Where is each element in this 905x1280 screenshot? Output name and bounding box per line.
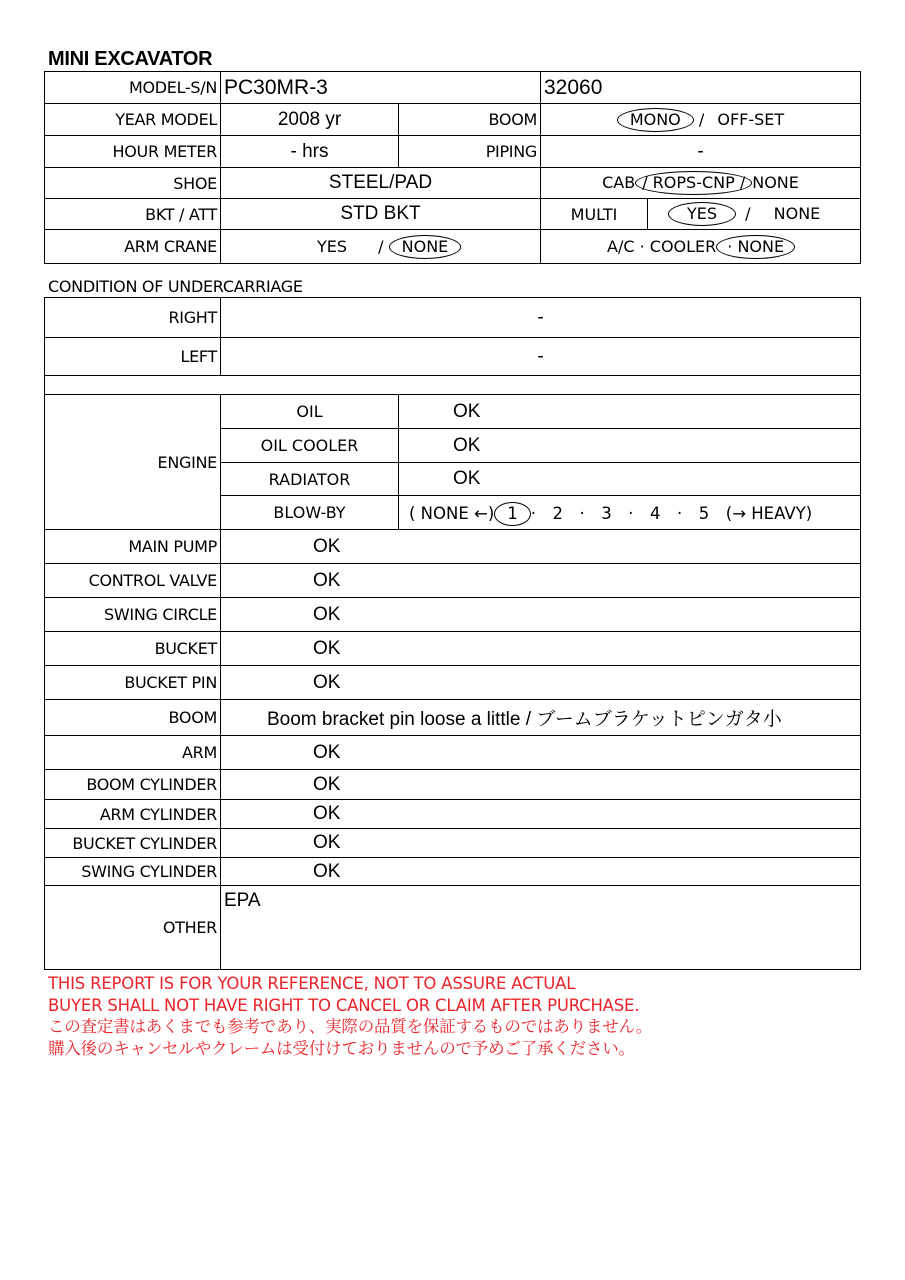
- undercarriage-heading: CONDITION OF UNDERCARRIAGE: [48, 277, 303, 296]
- multi-label: MULTI: [541, 199, 648, 230]
- multi-opt-none: NONE: [773, 204, 821, 223]
- model-value: PC30MR-3: [221, 72, 541, 104]
- right-label: RIGHT: [45, 298, 221, 338]
- disclaimer-line: THIS REPORT IS FOR YOUR REFERENCE, NOT TO ASSURE ACTUAL: [48, 974, 576, 993]
- oil-label: OIL: [221, 395, 399, 429]
- arm-crane-label: ARM CRANE: [45, 230, 221, 264]
- component-value: OK: [221, 770, 861, 800]
- cab-options: [541, 168, 861, 199]
- blowby-scale: [399, 496, 861, 530]
- table-row: [45, 530, 861, 564]
- other-value: EPA: [221, 886, 861, 970]
- disclaimer-line: BUYER SHALL NOT HAVE RIGHT TO CANCEL OR CLAIM AFTER PURCHASE.: [48, 995, 640, 1015]
- condition-table: [44, 297, 861, 970]
- multi-options: [648, 199, 861, 230]
- hour-meter-label: HOUR METER: [45, 136, 221, 168]
- other-label: OTHER: [45, 886, 221, 970]
- row-left: [45, 338, 861, 376]
- cab-opt-cab: CAB: [602, 173, 636, 192]
- spacer-cell: [45, 376, 861, 395]
- table-row: [45, 666, 861, 700]
- arm-crane-opt-yes: YES: [317, 236, 348, 256]
- table-row: [45, 700, 861, 736]
- spec-table: [44, 71, 861, 264]
- year-model-label: YEAR MODEL: [45, 104, 221, 136]
- blowby-rest: · 2 · 3 · 4 · 5 (→ HEAVY): [530, 503, 813, 523]
- document-title: MINI EXCAVATOR: [48, 48, 213, 70]
- disclaimer-line: この査定書はあくまでも参考であり、実際の品質を保証するものではありません。: [48, 1017, 653, 1036]
- component-label: ARM CYLINDER: [45, 800, 221, 829]
- component-value: OK: [221, 829, 861, 858]
- multi-opt-yes: YES: [668, 202, 736, 226]
- oil-value: OK: [399, 395, 861, 429]
- blowby-label: BLOW-BY: [221, 496, 399, 530]
- component-value: OK: [221, 564, 861, 598]
- boom-opt-offset: OFF-SET: [717, 109, 785, 129]
- oil-cooler-value: OK: [399, 429, 861, 463]
- component-label: BOOM: [45, 700, 221, 736]
- cab-opt-none: NONE: [752, 173, 799, 192]
- component-value: OK: [221, 666, 861, 700]
- component-label: BUCKET: [45, 632, 221, 666]
- radiator-label: RADIATOR: [221, 463, 399, 496]
- row-hour-piping: [45, 136, 861, 168]
- arm-crane-options: [221, 230, 541, 264]
- component-value: OK: [221, 530, 861, 564]
- row-year-boom: [45, 104, 861, 136]
- ac-opt-none: · NONE: [716, 235, 795, 259]
- component-value: OK: [221, 800, 861, 829]
- row-shoe-cab: [45, 168, 861, 199]
- table-row: [45, 800, 861, 829]
- component-label: MAIN PUMP: [45, 530, 221, 564]
- disclaimer: [48, 973, 652, 1059]
- shoe-value: STEEL/PAD: [221, 168, 541, 199]
- component-value: OK: [221, 736, 861, 770]
- table-row: [45, 770, 861, 800]
- row-arm-crane-ac: [45, 230, 861, 264]
- table-row: [45, 829, 861, 858]
- hour-meter-value: - hrs: [221, 136, 399, 168]
- components-list: [45, 530, 861, 886]
- piping-label: PIPING: [399, 136, 541, 168]
- radiator-value: OK: [399, 463, 861, 496]
- component-label: BOOM CYLINDER: [45, 770, 221, 800]
- table-row: [45, 598, 861, 632]
- model-sn-label: MODEL-S/N: [45, 72, 221, 104]
- boom-opt-mono: MONO: [617, 108, 694, 132]
- arm-crane-sep: /: [378, 236, 384, 256]
- table-row: [45, 736, 861, 770]
- component-value: OK: [221, 598, 861, 632]
- ac-options: [541, 230, 861, 264]
- component-label: BUCKET PIN: [45, 666, 221, 700]
- row-spacer: [45, 376, 861, 395]
- component-label: BUCKET CYLINDER: [45, 829, 221, 858]
- ac-label: A/C · COOLER: [607, 236, 717, 256]
- piping-value: -: [541, 136, 861, 168]
- table-row: [45, 632, 861, 666]
- row-other: [45, 886, 861, 970]
- bkt-att-label: BKT / ATT: [45, 199, 221, 230]
- blowby-start: ( NONE ←): [409, 503, 495, 523]
- table-row: [45, 564, 861, 598]
- component-value: OK: [221, 632, 861, 666]
- component-label: ARM: [45, 736, 221, 770]
- bkt-att-value: STD BKT: [221, 199, 541, 230]
- row-right: [45, 298, 861, 338]
- component-label: CONTROL VALVE: [45, 564, 221, 598]
- row-model-sn: [45, 72, 861, 104]
- engine-label: ENGINE: [45, 395, 221, 530]
- component-value: Boom bracket pin loose a little / ブームブラケットピンガタ小: [221, 700, 861, 736]
- arm-crane-opt-none: NONE: [389, 235, 462, 259]
- year-model-value: 2008 yr: [221, 104, 399, 136]
- left-label: LEFT: [45, 338, 221, 376]
- boom-sep: /: [698, 109, 705, 129]
- boom-type-label: BOOM: [399, 104, 541, 136]
- left-value: -: [221, 338, 861, 376]
- cab-opt-rops: / ROPS-CNP /: [635, 171, 752, 195]
- right-value: -: [221, 298, 861, 338]
- multi-sep: /: [745, 204, 751, 223]
- shoe-label: SHOE: [45, 168, 221, 199]
- row-bkt-multi: [45, 199, 861, 230]
- row-engine-oil: [45, 395, 861, 429]
- disclaimer-line: 購入後のキャンセルやクレームは受付けておりませんので予めご了承ください。: [48, 1038, 635, 1058]
- component-label: SWING CYLINDER: [45, 858, 221, 886]
- boom-type-options: [541, 104, 861, 136]
- serial-value: 32060: [541, 72, 861, 104]
- oil-cooler-label: OIL COOLER: [221, 429, 399, 463]
- component-value: OK: [221, 858, 861, 886]
- blowby-selected: 1: [494, 502, 531, 526]
- component-label: SWING CIRCLE: [45, 598, 221, 632]
- table-row: [45, 858, 861, 886]
